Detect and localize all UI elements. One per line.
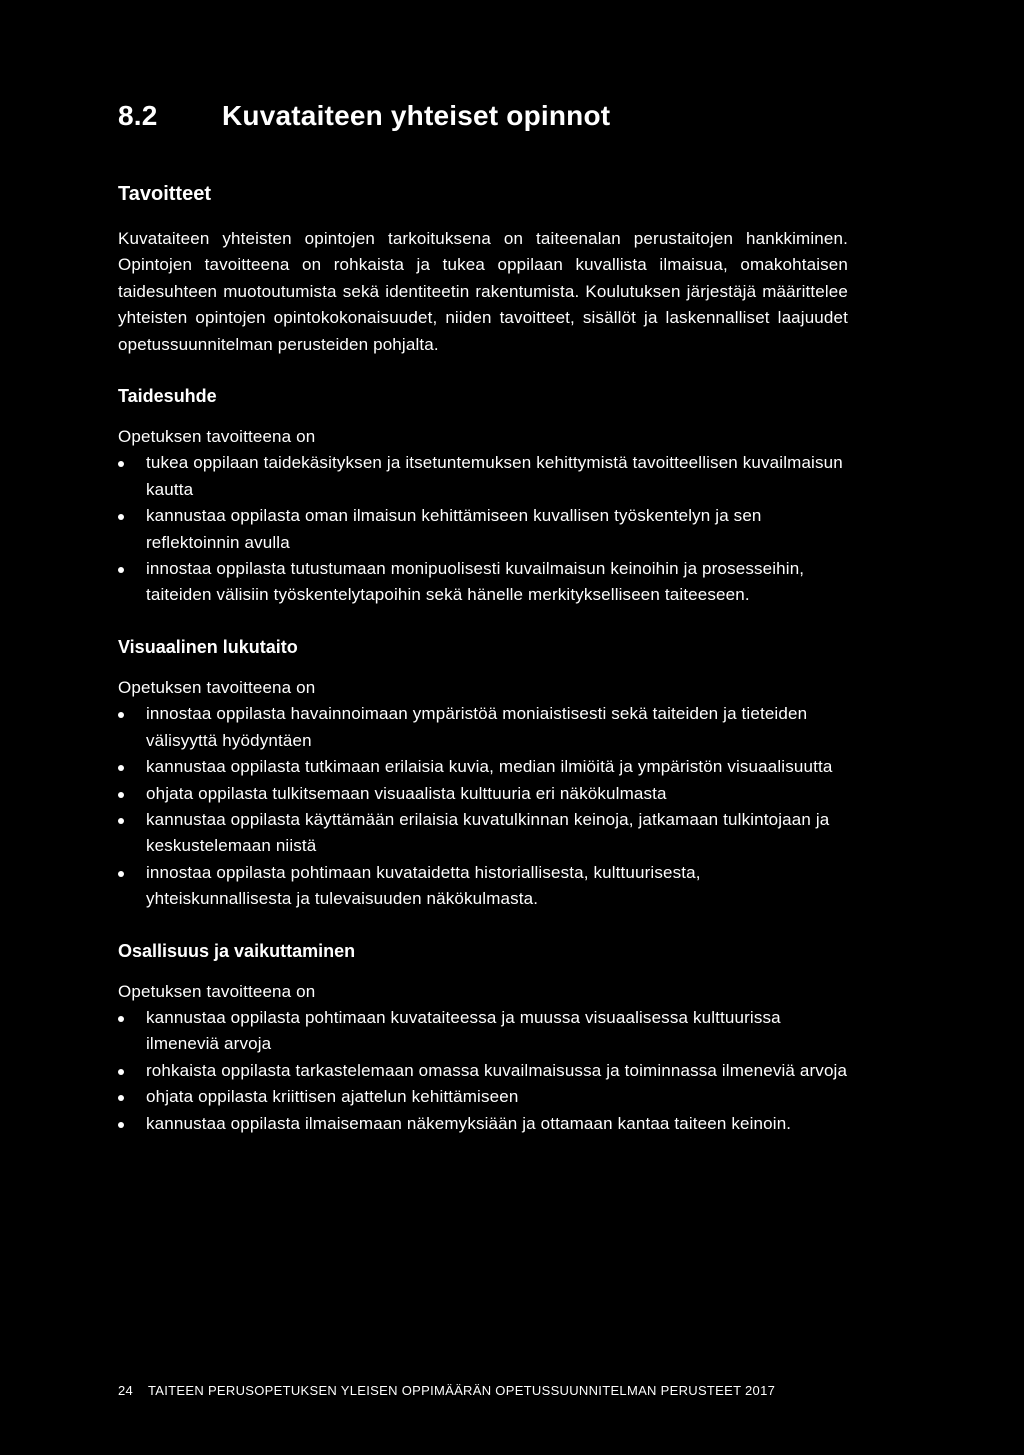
- taidesuhde-section: [118, 382, 848, 609]
- document-page: [118, 100, 848, 1137]
- taidesuhde-intro: Opetuksen tavoitteena on: [118, 427, 316, 447]
- bullet-icon: [118, 792, 124, 798]
- osallisuus-intro: Opetuksen tavoitteena on: [118, 981, 316, 1001]
- list-item: kannustaa oppilasta käyttämään erilaisia kuvatulkinnan keinoja, jatkamaan tulkintojaan ja keskustelemaan niistä: [118, 807, 848, 860]
- bullet-icon: [118, 461, 124, 467]
- section-title: [118, 100, 848, 136]
- osallisuus-section: [118, 937, 848, 1137]
- list-item: kannustaa oppilasta pohtimaan kuvataiteessa ja muussa visuaalisessa kulttuurissa ilmeneviä arvoja: [118, 1005, 848, 1058]
- list-item: rohkaista oppilasta tarkastelemaan omassa kuvailmaisussa ja toiminnassa ilmeneviä arvoja: [118, 1058, 848, 1084]
- taidesuhde-heading: Taidesuhde: [118, 386, 217, 407]
- list-item: ohjata oppilasta tulkitsemaan visuaalista kulttuuria eri näkökulmasta: [118, 781, 848, 807]
- osallisuus-heading: Osallisuus ja vaikuttaminen: [118, 940, 356, 961]
- tavoitteet-heading: Tavoitteet: [118, 183, 211, 205]
- list-item: kannustaa oppilasta oman ilmaisun kehittämiseen kuvallisen työskentelyn ja sen reflektoinnin avulla: [118, 503, 848, 556]
- list-item: innostaa oppilasta havainnoimaan ympäristöä moniaistisesti sekä taiteiden ja tieteiden välisyyttä hyödyntäen: [118, 701, 848, 754]
- list-item: innostaa oppilasta tutustumaan monipuolisesti kuvailmaisun keinoihin ja prosesseihin, taiteiden välisiin työskentelytapoihin sekä hänelle merkitykselliseen taiteeseen.: [118, 556, 848, 609]
- page-footer: [118, 1383, 775, 1398]
- bullet-icon: [118, 712, 124, 718]
- list-item: ohjata oppilasta kriittisen ajattelun kehittämiseen: [118, 1084, 848, 1110]
- visuaalinen-heading: Visuaalinen lukutaito: [118, 636, 298, 657]
- bullet-icon: [118, 1016, 124, 1022]
- bullet-icon: [118, 567, 124, 573]
- page-number: 24: [118, 1383, 134, 1398]
- footer-title: TAITEEN PERUSOPETUKSEN YLEISEN OPPIMÄÄRÄN OPETUSSUUNNITELMAN PERUSTEET 2017: [148, 1383, 776, 1398]
- bullet-icon: [118, 1095, 124, 1101]
- section-number: 8.2: [118, 100, 158, 131]
- visuaalinen-intro: Opetuksen tavoitteena on: [118, 677, 316, 697]
- list-item: tukea oppilaan taidekäsityksen ja itsetuntemuksen kehittymistä tavoitteellisen kuvailmaisun kautta: [118, 450, 848, 503]
- bullet-icon: [118, 818, 124, 824]
- taidesuhde-list: [118, 450, 848, 608]
- bullet-icon: [118, 765, 124, 771]
- osallisuus-list: [118, 1005, 848, 1137]
- bullet-icon: [118, 1069, 124, 1075]
- bullet-icon: [118, 1122, 124, 1128]
- tavoitteet-paragraph: Kuvataiteen yhteisten opintojen tarkoituksena on taiteenalan perustaitojen hankkiminen. Opintojen tavoitteena on rohkaista ja tukea oppilaan kuvallista ilmaisua, omakohtaisen taidesuhteen muotoutumista sekä identiteetin rakentumista. Koulutuksen järjestäjä määrittelee yhteisten opintojen opintokokonaisuudet, niiden tavoitteet, sisällöt ja laskennalliset laajuudet opetussuunnitelman perusteiden pohjalta.: [118, 229, 848, 354]
- list-item: kannustaa oppilasta tutkimaan erilaisia kuvia, median ilmiöitä ja ympäristön visuaalisuutta: [118, 754, 848, 780]
- list-item: innostaa oppilasta pohtimaan kuvataidetta historiallisesta, kulttuurisesta, yhteiskunnallisesta ja tulevaisuuden näkökulmasta.: [118, 860, 848, 913]
- visuaalinen-list: [118, 701, 848, 912]
- bullet-icon: [118, 871, 124, 877]
- tavoitteet-section: [118, 180, 848, 358]
- visuaalinen-section: [118, 633, 848, 913]
- bullet-icon: [118, 514, 124, 520]
- list-item: kannustaa oppilasta ilmaisemaan näkemyksiään ja ottamaan kantaa taiteen keinoin.: [118, 1111, 848, 1137]
- section-title-text: Kuvataiteen yhteiset opinnot: [222, 100, 611, 131]
